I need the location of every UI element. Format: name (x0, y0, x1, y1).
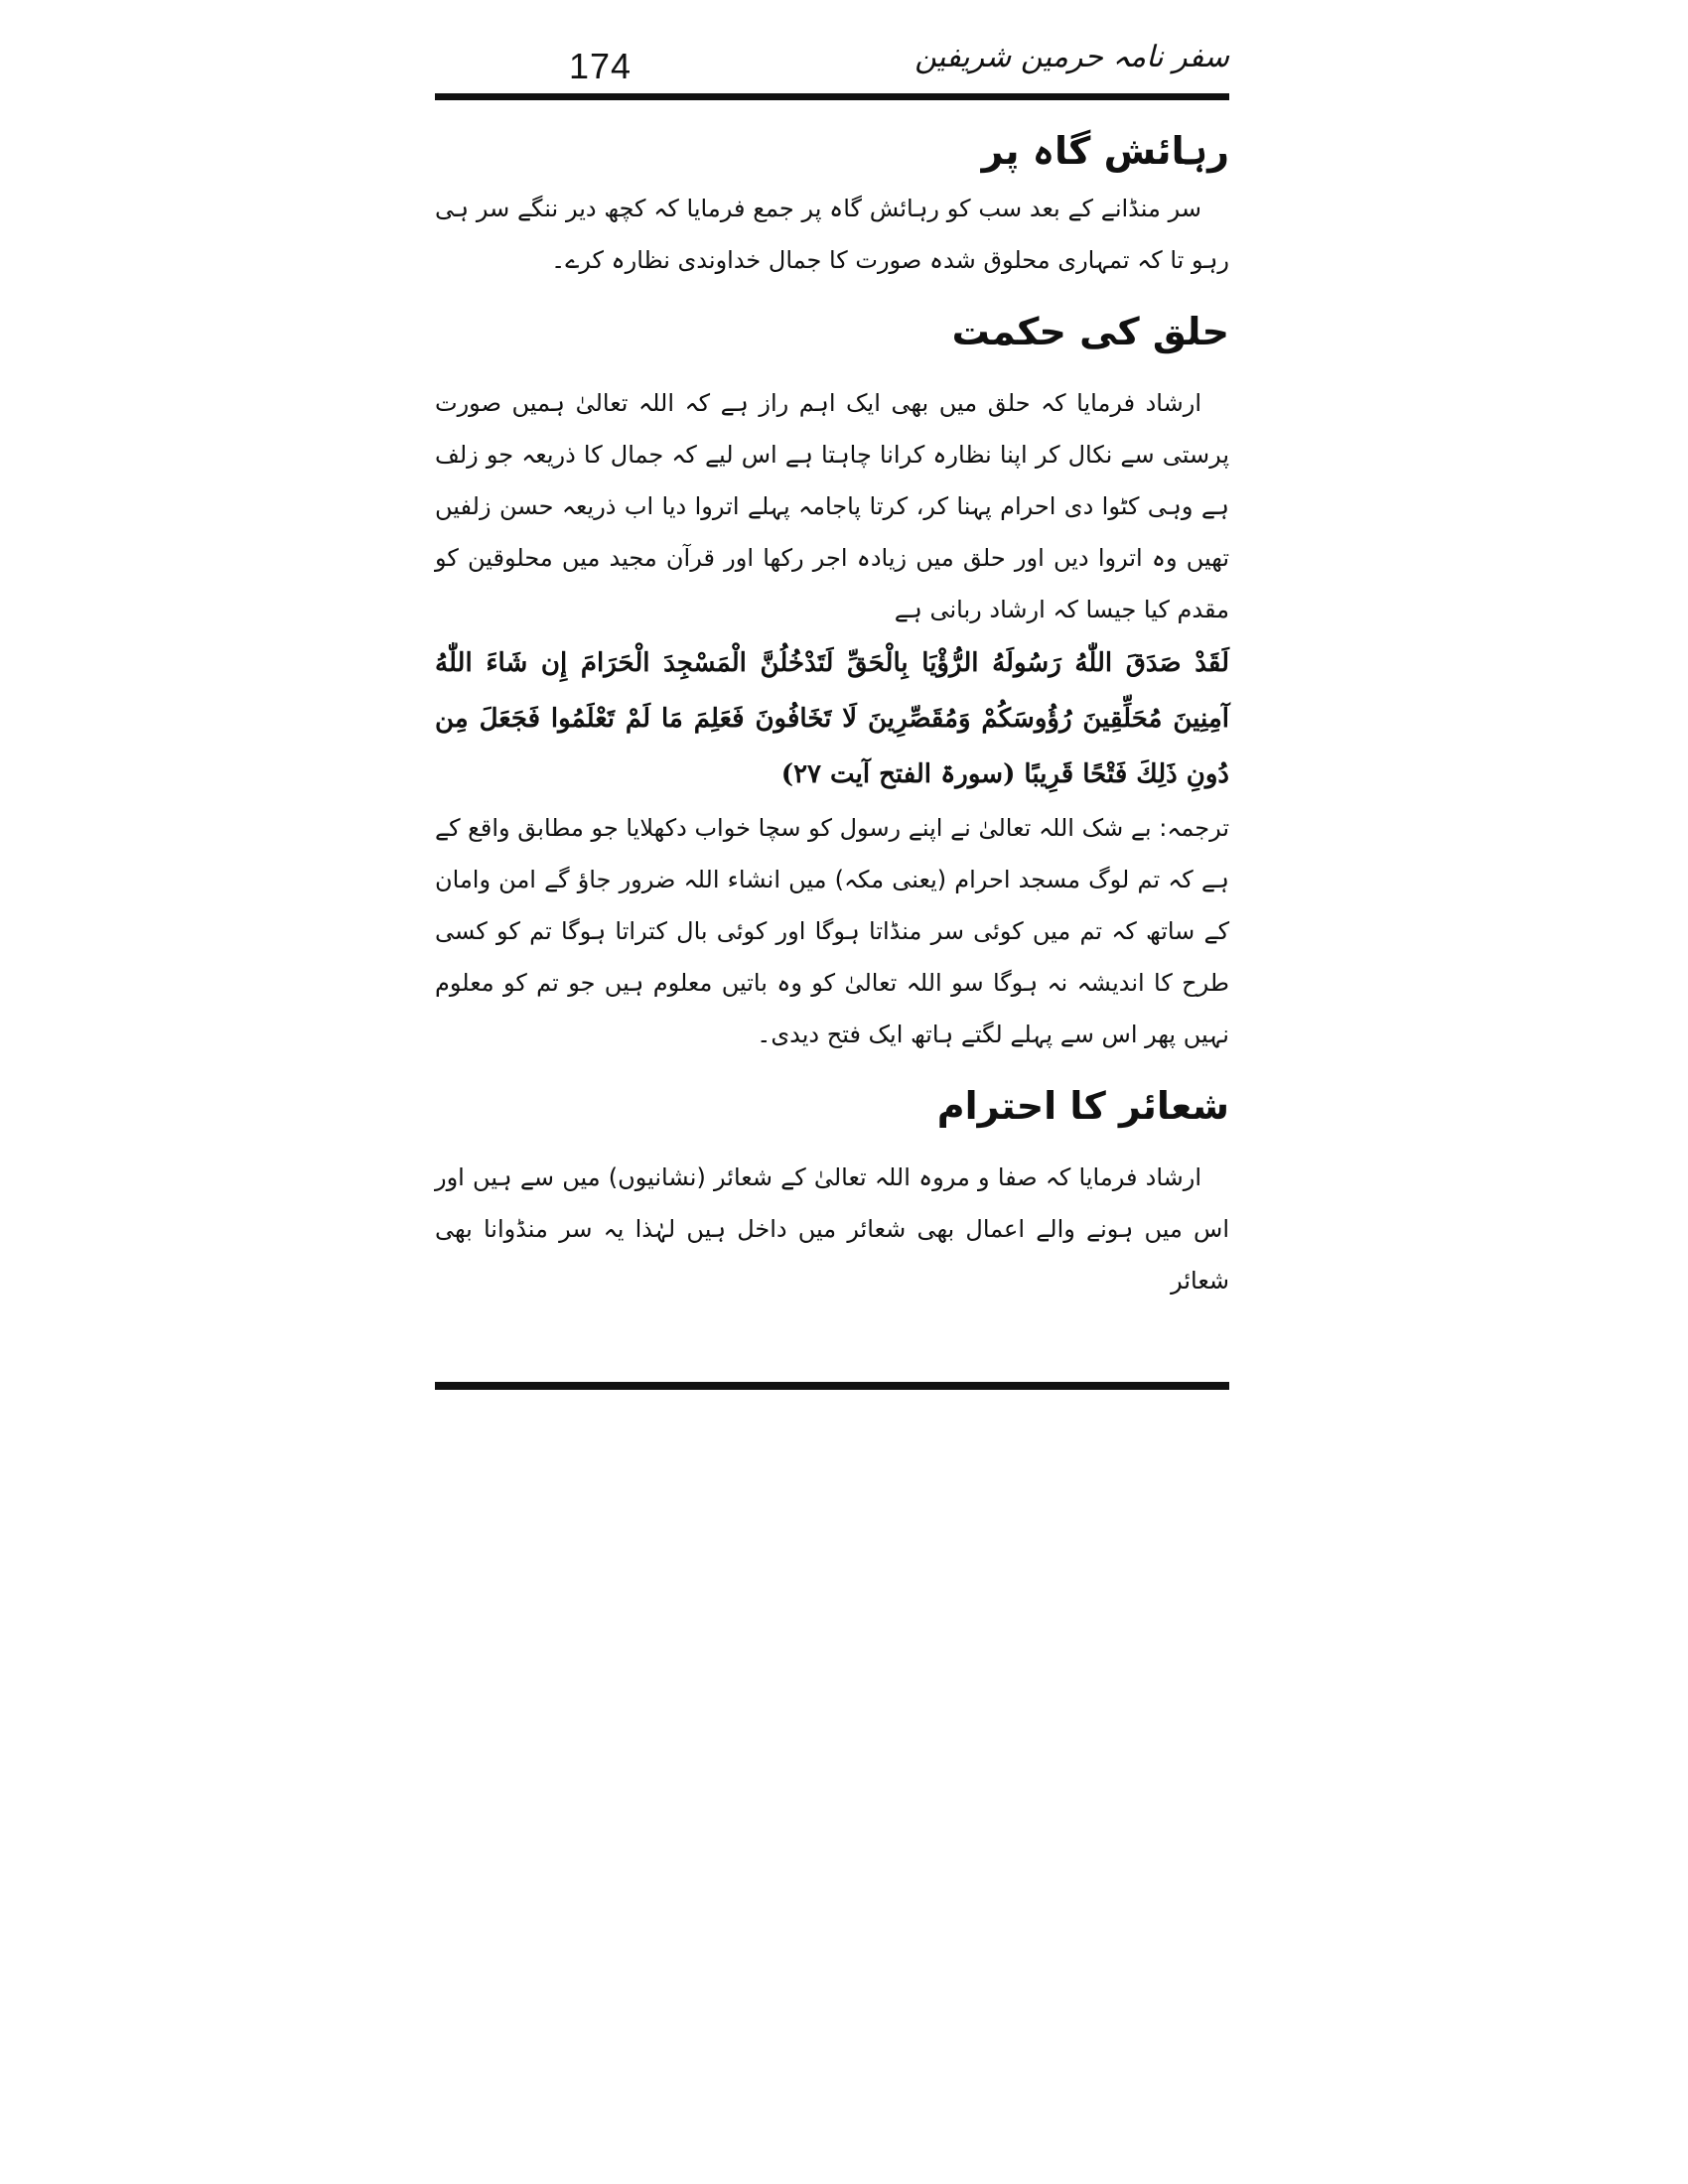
book-title: سفر نامہ حرمین شریفین (914, 40, 1229, 74)
paragraph-respect-of-shaair: ارشاد فرمایا کہ صفا و مروہ اللہ تعالیٰ کے شعائر (نشانیوں) میں سے ہیں اور اس میں ہونے والے اعمال بھی شعائر میں داخل ہیں لہٰذا یہ سر منڈوانا بھی شعائر (435, 1163, 1229, 1295)
spacer (435, 1138, 1229, 1152)
page-header (435, 40, 1229, 94)
page-number: 174 (569, 46, 633, 86)
spacer (435, 286, 1229, 300)
quran-verse: لَقَدْ صَدَقَ اللّٰهُ رَسُولَهُ الرُّؤْيَا بِالْحَقِّ لَتَدْخُلُنَّ الْمَسْجِدَ الْحَرَامَ إِن شَاءَ اللّٰهُ آمِنِينَ مُحَلِّقِينَ رُؤُوسَكُمْ وَمُقَصِّرِينَ لَا تَخَافُونَ فَعَلِمَ مَا لَمْ تَعْلَمُوا فَجَعَلَ مِن دُونِ ذَلِكَ فَتْحًا قَرِيبًا (سورۃ الفتح آیت ۲۷) (435, 648, 1229, 789)
footer-divider (435, 1382, 1229, 1390)
page-body (435, 119, 1229, 1306)
spacer (435, 363, 1229, 377)
section-heading-residence: رہائش گاہ پر (981, 129, 1229, 173)
header-divider (435, 93, 1229, 100)
paragraph-translation: ترجمہ: بے شک اللہ تعالیٰ نے اپنے رسول کو سچا خواب دکھلایا جو مطابق واقع کے ہے کہ تم لوگ مسجد احرام (یعنی مکہ) میں انشاء اللہ ضرور جاؤ گے امن وامان کے ساتھ کہ تم میں کوئی سر منڈاتا ہوگا اور کوئی بال کتراتا ہوگا تم کو کسی طرح کا اندیشہ نہ ہوگا سو اللہ تعالیٰ کو وہ باتیں معلوم ہیں جو تم کو معلوم نہیں پھر اس سے پہلے لگتے ہاتھ ایک فتح دیدی۔ (435, 814, 1229, 1048)
section-heading-respect-of-shaair: شعائر کا احترام (936, 1084, 1229, 1128)
spacer (435, 1060, 1229, 1074)
section-heading-wisdom-of-halq: حلق کی حکمت (951, 310, 1229, 353)
paragraph-residence: سر منڈانے کے بعد سب کو رہائش گاہ پر جمع فرمایا کہ کچھ دیر ننگے سر ہی رہو تا کہ تمہاری محلوق شدہ صورت کا جمال خداوندی نظارہ کرے۔ (435, 195, 1229, 274)
paragraph-wisdom-of-halq: ارشاد فرمایا کہ حلق میں بھی ایک اہم راز ہے کہ اللہ تعالیٰ ہمیں صورت پرستی سے نکال کر اپنا نظارہ کرانا چاہتا ہے اس لیے کہ جمال کا ذریعہ جو زلف ہے وہی کٹوا دی احرام پہنا کر، کرتا پاجامہ پہلے اتروا دیا اب ذریعہ حسن زلفیں تھیں وہ اتروا دیں اور حلق میں زیادہ اجر رکھا اور قرآن مجید میں محلوقین کو مقدم کیا جیسا کہ ارشاد ربانی ہے (435, 389, 1229, 623)
